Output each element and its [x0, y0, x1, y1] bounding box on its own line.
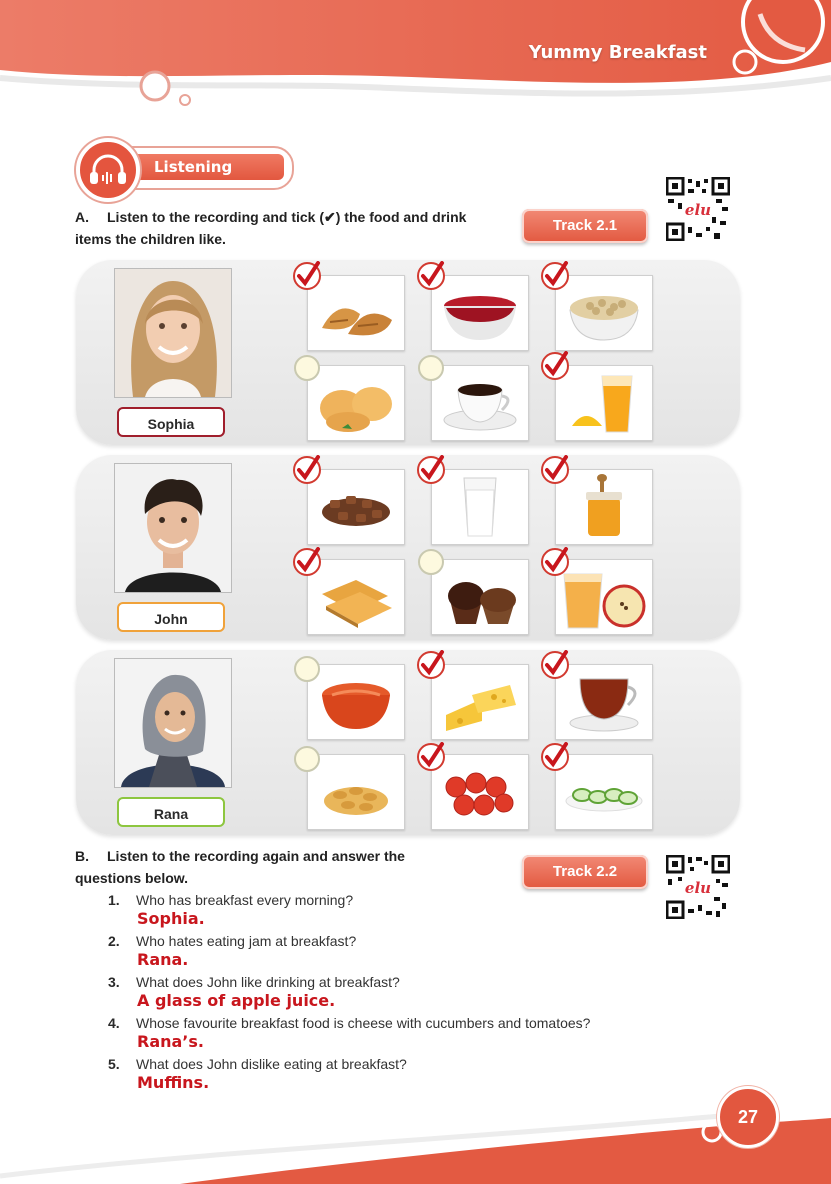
answer-text: Muffins. — [137, 1073, 210, 1092]
section-label: Listening — [126, 154, 284, 180]
qr-label: elu — [684, 879, 712, 897]
part-a-instruction — [75, 206, 507, 250]
tick-mark-icon[interactable] — [292, 547, 322, 577]
question-number: 4. — [108, 1015, 120, 1031]
part-a-line2: items the children like. — [75, 231, 226, 247]
track-2-2-button[interactable]: Track 2.2 — [522, 855, 648, 889]
empty-tick-circle-icon[interactable] — [416, 547, 446, 577]
question-number: 3. — [108, 974, 120, 990]
question-text: What does John dislike eating at breakfast? — [136, 1056, 407, 1072]
question-text: What does John like drinking at breakfast? — [136, 974, 400, 990]
footer-wave — [0, 1080, 831, 1184]
tick-mark-icon[interactable] — [416, 650, 446, 680]
question-list — [108, 890, 728, 1095]
question-item — [108, 1013, 728, 1054]
question-item — [108, 931, 728, 972]
tick-mark-icon[interactable] — [292, 455, 322, 485]
tick-mark-icon[interactable] — [540, 261, 570, 291]
qr-label: elu — [684, 201, 712, 219]
photo-john — [114, 463, 232, 593]
tick-mark-icon[interactable] — [540, 547, 570, 577]
empty-tick-circle-icon[interactable] — [292, 744, 322, 774]
part-a-line1: Listen to the recording and tick (✔) the food and drink — [107, 209, 467, 225]
tick-mark-icon[interactable] — [540, 351, 570, 381]
answer-text: A glass of apple juice. — [137, 991, 336, 1010]
empty-tick-circle-icon[interactable] — [416, 353, 446, 383]
question-item — [108, 890, 728, 931]
page-number: 27 — [717, 1086, 779, 1148]
tick-mark-icon[interactable] — [416, 742, 446, 772]
photo-sophia — [114, 268, 232, 398]
answer-text: Rana. — [137, 950, 189, 969]
part-b-instruction — [75, 845, 459, 889]
question-number: 5. — [108, 1056, 120, 1072]
tick-mark-icon[interactable] — [416, 261, 446, 291]
tick-mark-icon[interactable] — [416, 455, 446, 485]
empty-tick-circle-icon[interactable] — [292, 654, 322, 684]
answer-text: Rana’s. — [137, 1032, 204, 1051]
headphones-icon — [76, 138, 140, 202]
photo-rana — [114, 658, 232, 788]
part-b-letter: B. — [75, 848, 89, 864]
tick-mark-icon[interactable] — [292, 261, 322, 291]
question-number: 1. — [108, 892, 120, 908]
tick-mark-icon[interactable] — [540, 650, 570, 680]
tick-mark-icon[interactable] — [540, 742, 570, 772]
tick-mark-icon[interactable] — [540, 455, 570, 485]
answer-text: Sophia. — [137, 909, 205, 928]
question-text: Who hates eating jam at breakfast? — [136, 933, 357, 949]
page-header-title: Yummy Breakfast — [528, 42, 707, 63]
child-name-tag: Sophia — [117, 407, 225, 437]
track-2-1-button[interactable]: Track 2.1 — [522, 209, 648, 243]
question-item — [108, 972, 728, 1013]
empty-tick-circle-icon[interactable] — [292, 353, 322, 383]
part-b-line2: questions below. — [75, 870, 189, 886]
child-name-tag: John — [117, 602, 225, 632]
part-a-letter: A. — [75, 209, 89, 225]
question-text: Whose favourite breakfast food is cheese with cucumbers and tomatoes? — [136, 1015, 591, 1031]
child-name-tag: Rana — [117, 797, 225, 827]
qr-code-icon[interactable] — [666, 177, 730, 241]
part-b-line1: Listen to the recording again and answer the — [107, 848, 405, 864]
question-number: 2. — [108, 933, 120, 949]
question-text: Who has breakfast every morning? — [136, 892, 354, 908]
